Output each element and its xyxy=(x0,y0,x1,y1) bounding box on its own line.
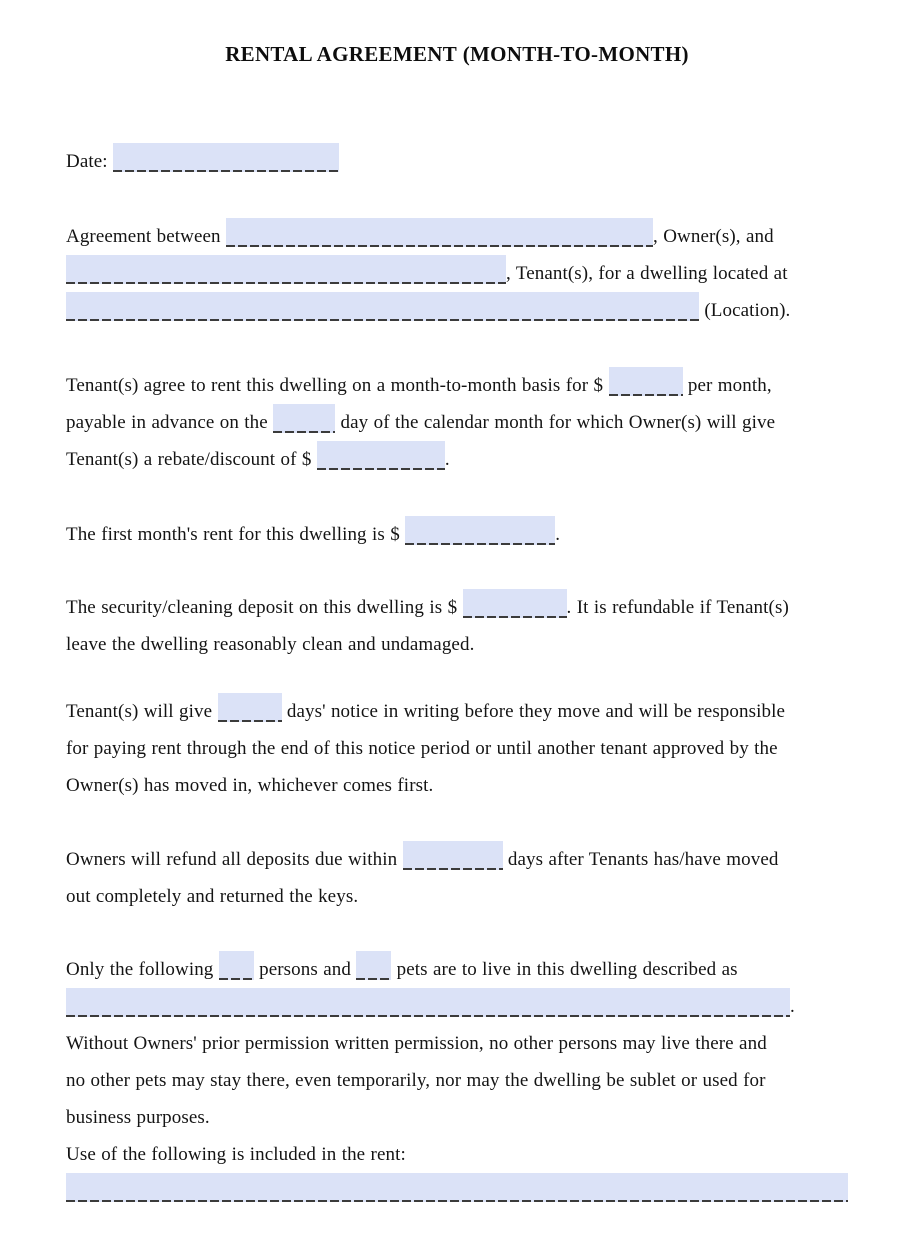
rebate-discount-field[interactable] xyxy=(317,441,445,470)
text-segment: payable in advance on the xyxy=(66,412,274,433)
text-segment: Tenant(s) a rebate/discount of $ xyxy=(66,449,317,470)
notice-days-field[interactable] xyxy=(218,693,282,722)
owners-name-field[interactable] xyxy=(226,218,653,247)
tenants-name-field[interactable] xyxy=(66,255,506,284)
text-segment: . xyxy=(444,449,450,470)
text-segment: out completely and returned the keys. xyxy=(66,886,359,907)
text-segment: . xyxy=(790,996,795,1017)
paragraph-permission xyxy=(66,1025,848,1136)
text-segment: , Owner(s), and xyxy=(653,226,774,247)
text-segment: leave the dwelling reasonably clean and undamaged. xyxy=(66,634,475,655)
date-label: Date: xyxy=(66,151,108,172)
paragraph-parties xyxy=(66,218,848,329)
rent-inclusions-field[interactable] xyxy=(66,1173,848,1202)
text-segment: for paying rent through the end of this notice period or until another tenant approved by the xyxy=(66,738,778,759)
date-line xyxy=(66,143,848,180)
paragraph-deposit-refund xyxy=(66,841,848,915)
text-segment: Without Owners' prior permission written permission, no other persons may live there and xyxy=(66,1033,767,1054)
text-segment: no other pets may stay there, even temporarily, nor may the dwelling be sublet or used for xyxy=(66,1070,766,1091)
inclusions-field-line xyxy=(66,1173,848,1210)
inclusions-label-line xyxy=(66,1136,848,1173)
first-month-rent-field[interactable] xyxy=(405,516,555,545)
due-day-field[interactable] xyxy=(273,404,335,433)
paragraph-security-deposit xyxy=(66,589,848,663)
paragraph-notice-period xyxy=(66,693,848,804)
text-segment: pets are to live in this dwelling described as xyxy=(391,959,738,980)
text-segment: days' notice in writing before they move and will be responsible xyxy=(281,701,785,722)
monthly-rent-field[interactable] xyxy=(609,367,683,396)
text-segment: , Tenant(s), for a dwelling located at xyxy=(506,263,788,284)
document-title: RENTAL AGREEMENT (MONTH-TO-MONTH) xyxy=(225,42,689,66)
text-segment: Only the following xyxy=(66,959,219,980)
text-segment: Tenant(s) will give xyxy=(66,701,218,722)
dwelling-description-field[interactable] xyxy=(66,988,790,1017)
paragraph-rent-terms xyxy=(66,367,848,478)
text-segment: . It is refundable if Tenant(s) xyxy=(566,597,789,618)
text-segment: persons and xyxy=(253,959,357,980)
text-segment: day of the calendar month for which Owner(s) will give xyxy=(335,412,776,433)
refund-days-field[interactable] xyxy=(403,841,503,870)
location-field[interactable] xyxy=(66,292,699,321)
text-segment: business purposes. xyxy=(66,1107,210,1128)
paragraph-first-month-rent xyxy=(66,516,848,553)
text-segment: days after Tenants has/have moved xyxy=(502,849,779,870)
text-segment: (Location). xyxy=(699,300,791,321)
persons-count-field[interactable] xyxy=(219,951,254,980)
pets-count-field[interactable] xyxy=(356,951,391,980)
text-segment: per month, xyxy=(682,375,772,396)
text-segment: Owners will refund all deposits due within xyxy=(66,849,403,870)
text-segment: The first month's rent for this dwelling is $ xyxy=(66,524,406,545)
text-segment: The security/cleaning deposit on this dwelling is $ xyxy=(66,597,463,618)
paragraph-occupancy xyxy=(66,951,848,1025)
text-segment: . xyxy=(555,524,561,545)
text-segment: Owner(s) has moved in, whichever comes first. xyxy=(66,775,434,796)
date-field[interactable] xyxy=(113,143,339,172)
security-deposit-field[interactable] xyxy=(463,589,567,618)
text-segment: Tenant(s) agree to rent this dwelling on a month-to-month basis for $ xyxy=(66,375,609,396)
text-segment: Use of the following is included in the rent: xyxy=(66,1144,406,1165)
text-segment: Agreement between xyxy=(66,226,227,247)
